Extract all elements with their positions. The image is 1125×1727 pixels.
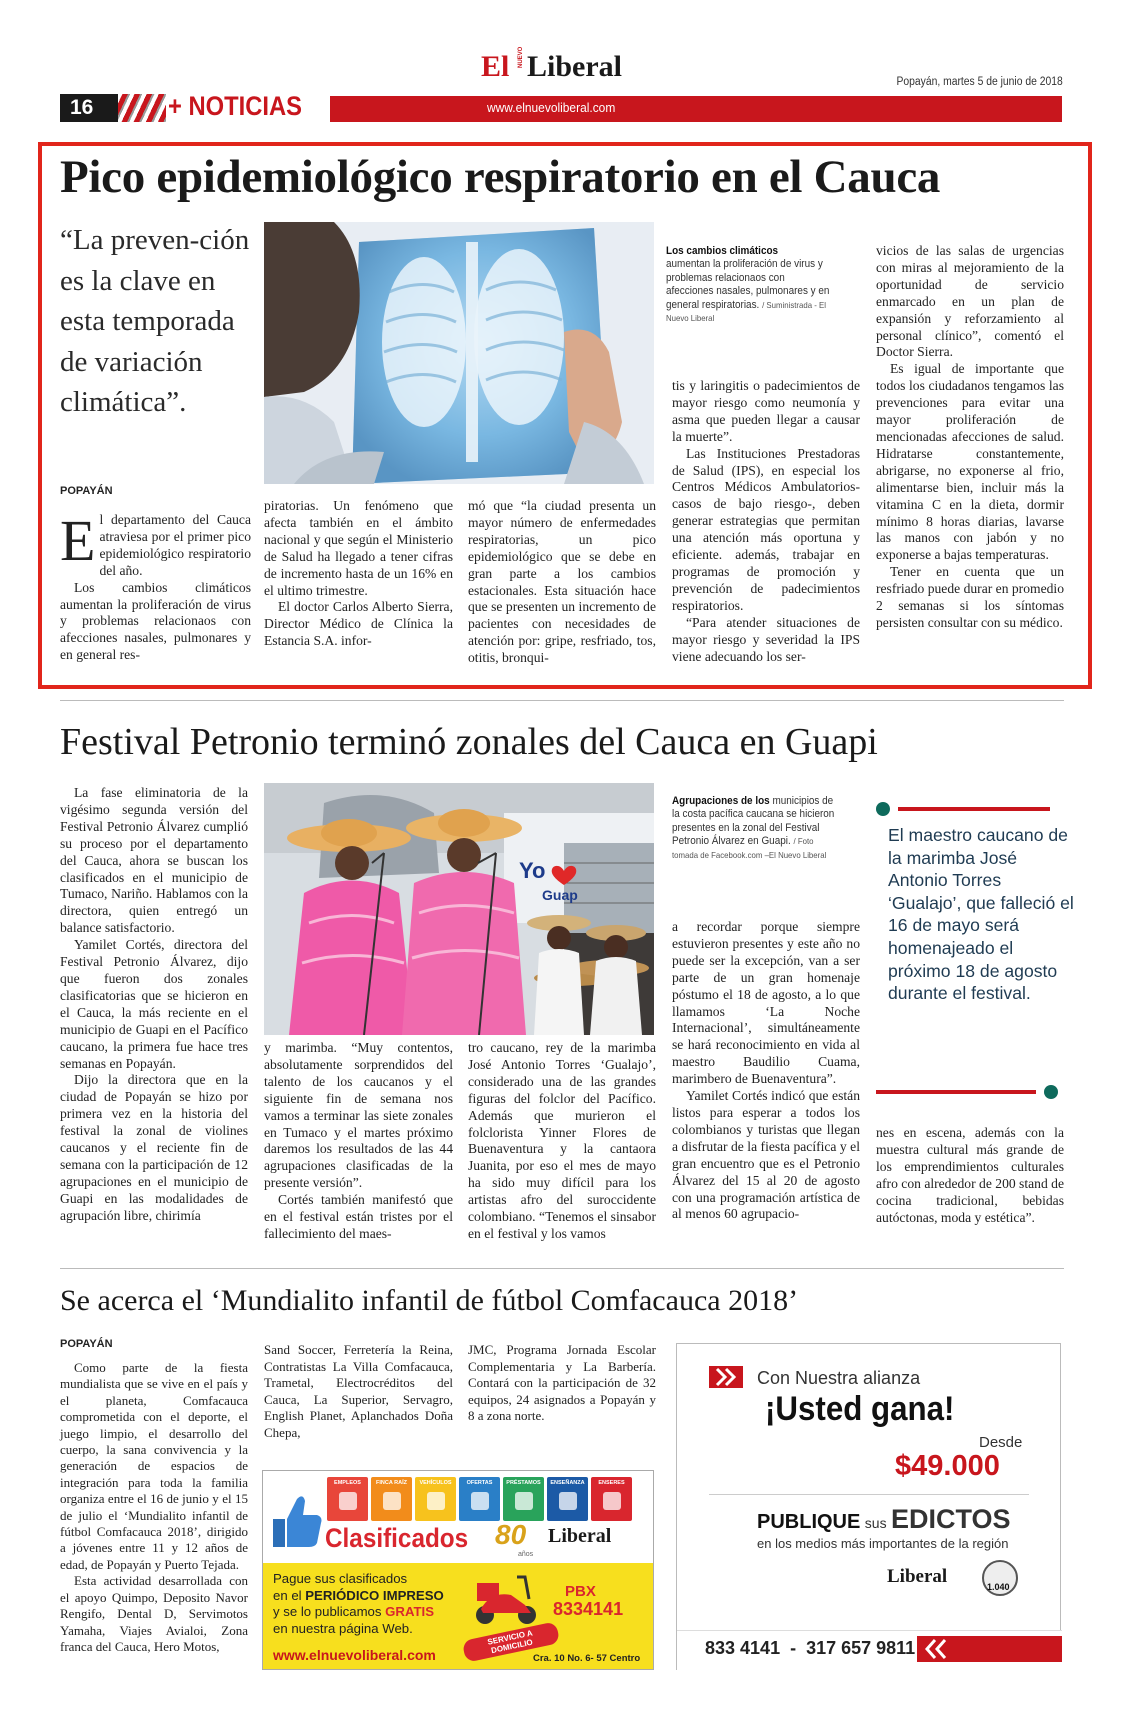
story1-col4-p1: tis y laringitis o padecimientos de mayor riesgo como neumonía y asma que pueden llegar a causar la muerte”. <box>672 378 860 444</box>
story1-caption-bold: Los cambios climáticos <box>666 245 779 257</box>
xray-illustration <box>264 222 654 484</box>
clasificados-logo: Liberal <box>548 1525 612 1547</box>
clasificados-body-3a: y se lo publicamos <box>273 1604 386 1619</box>
story2-caption-credit: / Foto tomada de Facebook.com –El Nuevo Liberal <box>672 836 827 860</box>
clasificados-body-2a: en el <box>273 1587 306 1603</box>
story2-pull-quote-box <box>876 800 1074 1100</box>
quote-rule-top <box>898 807 1050 811</box>
story3-location: POPAYÁN <box>60 1338 113 1350</box>
category-tile[interactable] <box>459 1477 500 1521</box>
xray-photo <box>264 222 654 484</box>
ad-clasificados[interactable] <box>262 1470 654 1670</box>
divider-1 <box>60 700 1064 701</box>
story1-col5-p1: vicios de las salas de urgencias con miras al mejoramiento de la oportunidad de servicio enmarcado en un plan de expansión y reforzamiento al personal clínico”, comentó el Doctor Sierra. <box>876 243 1064 360</box>
edictos-edictos: EDICTOS <box>891 1504 1011 1534</box>
category-icon <box>471 1492 489 1510</box>
clasificados-body-4: en nuestra página Web. <box>273 1620 413 1636</box>
masthead-logo <box>481 46 641 88</box>
divider-2 <box>60 1268 1064 1269</box>
story3-col3 <box>468 1342 656 1425</box>
story1-col4-p2: Las Instituciones Prestadoras de Salud (IPS), en especial los Centros Médicos Ambulatorios- casos de bajo riesgo-, deben generar estrategias que permitan una atención más oportuna y eficiente. además, trabajar en programas de promoción y prevención de padecimientos respiratorios. <box>672 445 860 613</box>
quote-dot-bottom <box>1044 1085 1058 1099</box>
page-number: 16 <box>70 96 94 119</box>
story2-col2-p2: Cortés también manifestó que en el festival están tristes por el fallecimiento del maes- <box>264 1192 453 1241</box>
category-icon <box>383 1492 401 1510</box>
story3-col2 <box>264 1342 453 1442</box>
category-icon <box>427 1492 445 1510</box>
category-strip <box>327 1477 651 1527</box>
story1-col2-p2: El doctor Carlos Alberto Sierra, Director Médico de Clínica la Estancia S.A. infor- <box>264 599 453 649</box>
chevron-top-icon <box>709 1366 743 1388</box>
header-red-band <box>330 96 1062 122</box>
category-tile[interactable] <box>415 1477 456 1521</box>
category-icon <box>515 1492 533 1510</box>
edictos-logo: Liberal <box>887 1566 948 1587</box>
edictos-price: $49.000 <box>895 1450 1000 1482</box>
clasificados-body-2b: PERIÓDICO IMPRESO <box>305 1587 444 1603</box>
category-label: EMPLEOS <box>334 1480 361 1486</box>
header-stripes <box>118 94 166 122</box>
edictos-publique: PUBLIQUE <box>757 1511 861 1533</box>
thumbs-up-icon <box>269 1491 323 1551</box>
page-header <box>0 46 1125 130</box>
story1-location: POPAYÁN <box>60 485 113 497</box>
story3-col2-p1: Sand Soccer, Ferretería la Reina, Contratistas La Villa Comfacauca, Trametal, Electrocréditos del Cauca, La Superior, Servagro, English Planet, Aplanchados Doña Chepa, <box>264 1342 453 1440</box>
clasificados-body-1: Pague sus clasificados <box>273 1571 408 1586</box>
section-label: + NOTICIAS <box>168 91 303 121</box>
story1-col1 <box>60 508 251 664</box>
story2-col5-p1: nes en escena, además con la muestra cultural más grande de los emprendimientos culturales afro con alrededor de 200 stand de cocina tradicional, bebidas autóctonas, moda y estética”. <box>876 1125 1064 1225</box>
story3-headline: Se acerca el ‘Mundialito infantil de fútbol Comfacauca 2018’ <box>60 1284 799 1317</box>
story1-col3-p1: mó que “la ciudad presenta un mayor número de enfermedades respiratorias, un pico epidemiológico que se debe en gran parte a los cambios estacionales. Esta situación hace que se presenten un incremento de pacientes con necesidades de atención por: gripe, resfriado, tos, otitis, bronqui- <box>468 498 656 666</box>
story2-col1-p1: La fase eliminatoria de la vigésimo segunda versión del Festival Petronio Álvarez cumplió su proceso por el departamento del Cauca, ahora se buscan los clasificados en el municipio de Tumaco, Nariño. Hablamos con la directora, quien entregó un balance satisfactorio. <box>60 785 248 936</box>
pbx-number: 8334141 <box>553 1599 624 1619</box>
logo-nuevo: NUEVO <box>518 46 524 68</box>
category-tile[interactable] <box>547 1477 588 1521</box>
category-label: ENSEÑANZA <box>550 1480 585 1486</box>
story1-headline: Pico epidemiológico respiratorio en el Cauca <box>60 151 941 203</box>
chevron-bottom-icon <box>917 1636 1062 1662</box>
story1-col5 <box>876 243 1064 632</box>
drop-cap: E <box>60 508 96 573</box>
story2-col4 <box>672 919 860 1223</box>
story2-col2 <box>264 1040 453 1243</box>
story1-caption-credit: / Suministrada - El Nuevo Liberal <box>666 299 826 324</box>
clasificados-body <box>273 1571 473 1637</box>
logo-liberal: Liberal <box>527 50 622 83</box>
story1-col3 <box>468 498 656 667</box>
edictos-phones: 833 4141 - 317 657 9811 <box>705 1638 916 1658</box>
category-tile[interactable] <box>591 1477 632 1521</box>
anniv-80: 80 <box>495 1519 527 1550</box>
story1-col1-first: l departamento del Cauca atraviesa por el primer pico epidemiológico respiratorio del año. <box>99 512 251 578</box>
photo-sign-yo: Yo <box>519 858 546 883</box>
clasificados-body-3b: GRATIS <box>385 1604 434 1619</box>
story2-col4-p1: a recordar porque siempre estuvieron presentes y este año no puede ser la excepción, van a ser parte de un gran homenaje póstumo el 18 de agosto, a lo que llamamos ‘La Noche Internacional’, simultáneamente se hará reconocimiento en vida al maestro Baudilio Cuama, marimbero de Buenaventura”. <box>672 919 860 1087</box>
story2-caption-text: municipios de la costa pacífica caucana se hicieron presentes en la zonal del Festival Petronio Álvarez en Guapi. <box>672 795 835 848</box>
category-icon <box>603 1492 621 1510</box>
category-icon <box>339 1492 357 1510</box>
story3-col1-p1: Como parte de la fiesta mundialista que se vive en el país y el planeta, Comfacauca comprometida con el deporte, el juego limpio, el desarrollo del cuerpo, la sana convivencia y la generación de espacios de integración para toda la familia organiza entre el 16 de junio y el 15 de julio el ‘Mundialito infantil de fútbol Comfacauca 2018’, dirigido a jóvenes entre 11 y 12 años de edad, de Popayán y Puerto Tejada. <box>60 1360 248 1572</box>
story2-headline: Festival Petronio terminó zonales del Cauca en Guapi <box>60 721 878 763</box>
quote-dot-top <box>876 802 890 816</box>
website-url[interactable]: www.elnuevoliberal.com <box>487 100 616 115</box>
story1-col5-p2: Es igual de importante que todos los ciudadanos tengamos las prevenciones para evitar una mayor proliferación de mencionadas afecciones de salud. Hidratarse constantemente, abrigarse, no exponerse al frio, alimentarse bien, incluir más la vitamina C en la dieta, dormir mínimo 8 horas diarias, lavarse las manos con jabón y no exponerse a bajas temperaturas. <box>876 361 1064 563</box>
logo-el: El <box>481 50 510 83</box>
category-label: FINCA RAÍZ <box>376 1480 407 1486</box>
quote-rule-bottom <box>876 1090 1036 1094</box>
pbx-label: PBX <box>565 1583 596 1600</box>
edictos-line2: ¡Usted gana! <box>765 1390 955 1428</box>
edictos-sus: sus <box>864 1515 887 1531</box>
story2-col4-p2: Yamilet Cortés indicó que están listos para esperar a todos los colombianos y turistas que llegan a disfrutar de la fiesta pacífica y el gran encuentro que es el Petronio Álvarez del 15 al 20 de agosto con una programación artística de al menos 60 agrupacio- <box>672 1088 860 1222</box>
story2-col3-p1: tro caucano, rey de la marimba José Antonio Torres ‘Gualajo’, considerado una de las grandes figuras del folclor del Pacífico. Además que murieron el folclorista Yinner Flores de Buenaventura y la cantaora Juanita, por eso el mes de mayo ha sido muy difícil para los artistas afro del suroccidente colombiano. “Tenemos el sinsabor en el festival y los vamos <box>468 1040 656 1241</box>
festival-illustration <box>264 783 654 1035</box>
story2-col2-p1: y marimba. “Muy contentos, absolutamente sorprendidos del talento de los caucanos y el siguiente fin de semana nos vamos a terminar las siete zonales en Tumaco y el martes próximo daremos los resultados de las 44 agrupaciones clasificadas de la presente versión”. <box>264 1040 453 1191</box>
festival-photo <box>264 783 654 1035</box>
story2-col1-p3: Dijo la directora que en la ciudad de Popayán se hizo por primera vez en la historia del festival la zonal de violines caucanos y el reciente fin de semana con la participación de 12 agrupaciones en el municipio de Guapi en las modalidades de agrupación libre, chirimía <box>60 1072 248 1223</box>
category-label: ENSERES <box>598 1480 625 1486</box>
category-label: OFERTAS <box>466 1480 493 1486</box>
anniv-sub: años <box>518 1551 534 1558</box>
clasificados-title: Clasificados <box>325 1523 469 1553</box>
dateline: Popayán, martes 5 de junio de 2018 <box>896 76 1063 88</box>
story1-caption-text: aumentan la proliferación de virus y problemas relacionaos con afecciones nasales, pulmonares y en general respiratorias. <box>666 258 830 311</box>
story2-caption <box>672 795 836 862</box>
clasificados-address: Cra. 10 No. 6- 57 Centro <box>533 1653 641 1664</box>
story1-col5-p3: Tener en cuenta que un resfriado puede durar en promedio 2 semanas si los síntomas persisten consultar con su médico. <box>876 564 1064 630</box>
story1-col1-p2: Los cambios climáticos aumentan la proliferación de virus y problemas relacionaos con afecciones nasales, pulmonares y en general res- <box>60 579 251 663</box>
edictos-line1: Con Nuestra alianza <box>757 1368 921 1388</box>
edictos-desde: Desde <box>979 1434 1023 1451</box>
scooter-icon <box>471 1569 541 1629</box>
category-tile[interactable] <box>371 1477 412 1521</box>
edictos-publique-line <box>757 1504 1011 1535</box>
delivery-badge: SERVICIO A DOMICILIO <box>462 1621 560 1662</box>
ad-edictos[interactable] <box>676 1343 1061 1670</box>
category-label: VEHÍCULOS <box>419 1480 452 1486</box>
edictos-rule <box>709 1494 1029 1495</box>
category-tile[interactable] <box>327 1477 368 1521</box>
photo-sign-guapi: Guap <box>542 887 578 903</box>
category-tile[interactable] <box>503 1477 544 1521</box>
story2-col3 <box>468 1040 656 1243</box>
story2-pull-quote: El maestro caucano de la marimba José Antonio Torres ‘Gualajo’, que falleció el 16 de mayo será homenajeado el próximo 18 de agosto durante el festival. <box>888 825 1074 1004</box>
story2-col1 <box>60 785 248 1225</box>
story1-col4-p3: “Para atender situaciones de mayor riesgo y severidad la IPS viene adecuando los ser- <box>672 614 860 664</box>
story2-col5 <box>876 1125 1064 1226</box>
story3-col1-p2: Esta actividad desarrollada con el apoyo Quimpo, Deposito Navor Rengifo, Dental D, Servimotos Yamaha, Viajes Avialoi, Zona franca del Cauca, Hero Motos, <box>60 1573 248 1654</box>
story3-col1 <box>60 1360 248 1655</box>
edictos-sub: en los medios más importantes de la región <box>757 1536 1009 1551</box>
story1-pull-quote: “La preven-ción es la clave en esta temporada de variación climática”. <box>60 224 250 418</box>
category-label: PRÉSTAMOS <box>506 1480 541 1486</box>
radio-frequency: 1.040 <box>987 1582 1010 1592</box>
clasificados-url[interactable]: www.elnuevoliberal.com <box>273 1647 436 1663</box>
category-icon <box>559 1492 577 1510</box>
story1-caption <box>666 245 830 325</box>
story1-col2 <box>264 498 453 650</box>
story1-col2-p1: piratorias. Un fenómeno que afecta también en el ámbito nacional y que según el Ministerio de Salud ha llegado a tener cifras de incremento hasta de un 16% en el ultimo trimestre. <box>264 498 453 598</box>
story2-col1-p2: Yamilet Cortés, directora del Festival Petronio Álvarez, dijo que fueron dos zonales clasificatorias que se hicieron en el Cauca, la más reciente en el municipio de Guapi en el Pacífico caucano, la primera fue hace tres semanas en Popayán. <box>60 937 248 1071</box>
story2-caption-bold: Agrupaciones de los <box>672 795 770 807</box>
story3-col3-p1: JMC, Programa Jornada Escolar Complementaria y La Barbería. Contará con la participación de 32 equipos, 24 asignados a Popayán y 8 a zona norte. <box>468 1342 656 1424</box>
story1-col4 <box>672 378 860 665</box>
